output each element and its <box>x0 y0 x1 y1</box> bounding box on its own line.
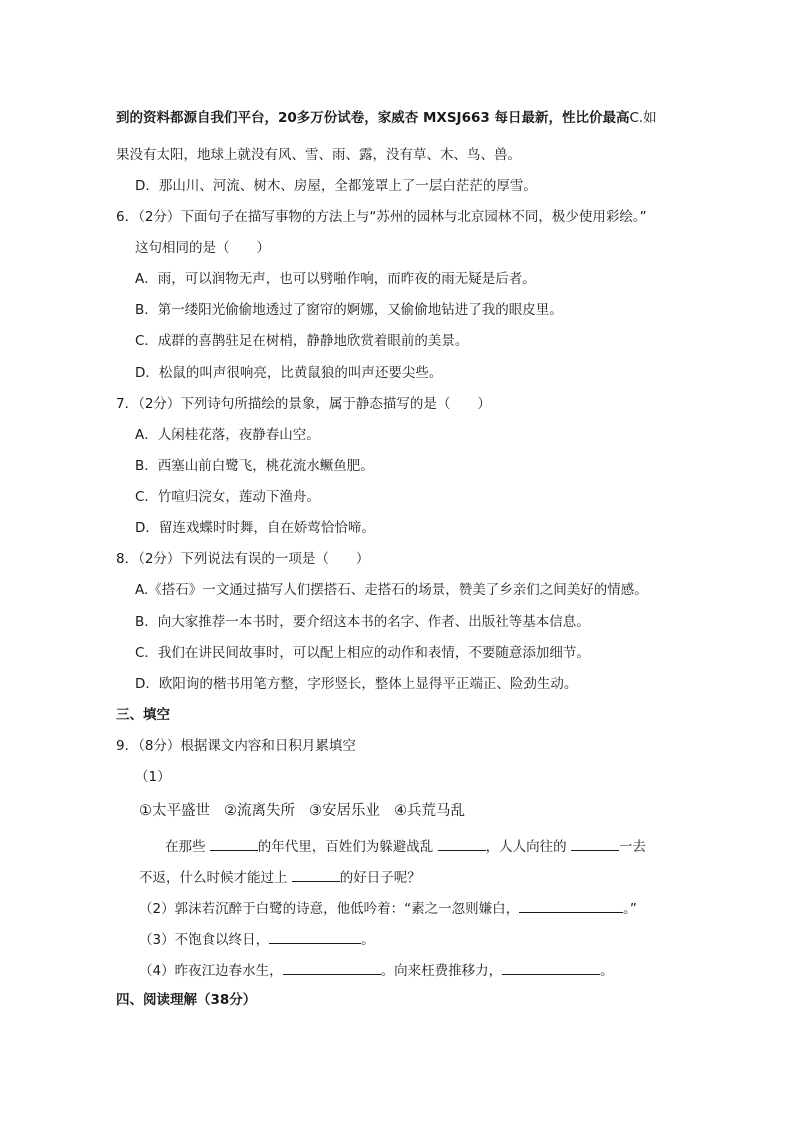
q9-option-2: ②流离失所 <box>224 803 295 819</box>
q9-stem: 9．（8分）根据课文内容和日积月累填空 <box>116 738 356 754</box>
q5-option-d: D．那山川、河流、树木、房屋，全都笼罩上了一层白茫茫的厚雪。 <box>135 178 537 194</box>
q9-sub3-end: 。 <box>361 932 375 948</box>
q8-option-b: B．向大家推荐一本书时，要介绍这本书的名字、作者、出版社等基本信息。 <box>135 614 590 630</box>
q9-sub4-blank-1[interactable] <box>283 960 381 975</box>
q5-option-c-cont: 果没有太阳，地球上就没有风、雪、雨、露，没有草、木、鸟、兽。 <box>116 147 521 163</box>
q9-paragraph-line-1 <box>165 836 646 854</box>
q6-option-b: B．第一缕阳光偷偷地透过了窗帘的婀娜，又偷偷地钻进了我的眼皮里。 <box>135 302 563 318</box>
q7-option-b: B．西塞山前白鹭飞，桃花流水鳜鱼肥。 <box>135 458 374 474</box>
q8-option-c: C．我们在讲民间故事时，可以配上相应的动作和表情，不要随意添加细节。 <box>135 645 590 661</box>
q9-sub4 <box>139 960 614 978</box>
q9-sub2-text: （2）郭沫若沉醉于白鹭的诗意，他低吟着：“素之一忽则嫌白， <box>139 901 520 917</box>
q9-p1-text-d: 一去 <box>618 839 646 855</box>
q9-option-3: ③安居乐业 <box>309 803 380 819</box>
q9-sub2 <box>139 898 637 916</box>
q9-word-options <box>139 802 479 820</box>
q9-option-1: ①太平盛世 <box>139 803 210 819</box>
q9-sub2-blank[interactable] <box>519 898 623 913</box>
header-ad-text: 到的资料都源自我们平台，20多万份试卷，家威杏 MXSJ663 每日最新，性比价最高 <box>116 110 630 126</box>
q9-blank-1[interactable] <box>210 836 258 851</box>
header-tail: C.如 <box>629 110 657 126</box>
q7-stem: 7．（2分）下列诗句所描绘的景象，属于静态描写的是（ ） <box>116 396 491 412</box>
q6-option-d: D．松鼠的叫声很响亮，比黄鼠狼的叫声还要尖些。 <box>135 365 443 381</box>
q9-sub1-label: （1） <box>135 769 171 785</box>
q7-option-a: A．人闲桂花落，夜静春山空。 <box>135 427 320 443</box>
q9-option-4: ④兵荒马乱 <box>394 803 465 819</box>
q7-option-d: D．留连戏蝶时时舞，自在娇莺恰恰啼。 <box>135 520 375 536</box>
q9-sub3-text: （3）不饱食以终日， <box>139 932 270 948</box>
q9-blank-3[interactable] <box>571 836 619 851</box>
q9-blank-2[interactable] <box>438 836 486 851</box>
q9-p2-text-b: 的好日子呢？ <box>339 870 421 886</box>
q9-sub4-end: 。 <box>600 963 614 979</box>
q6-option-c: C．成群的喜鹊驻足在树梢，静静地欣赏着眼前的美景。 <box>135 333 469 349</box>
q9-sub4-text-a: （4）昨夜江边春水生， <box>139 963 283 979</box>
q9-sub4-blank-2[interactable] <box>502 960 600 975</box>
q9-sub3-blank[interactable] <box>269 929 361 944</box>
q8-option-a: A.《搭石》一文通过描写人们摆搭石、走搭石的场景，赞美了乡亲们之间美好的情感。 <box>135 582 648 598</box>
q9-p1-text-a: 在那些 <box>165 839 206 855</box>
q9-p2-text-a: 不返，什么时候才能过上 <box>139 870 288 886</box>
q9-sub4-text-b: 。向来枉费推移力， <box>380 963 503 979</box>
q9-paragraph-line-2 <box>139 867 421 885</box>
header-line <box>116 109 657 127</box>
q9-p1-text-c: ，人人向往的 <box>485 839 567 855</box>
q9-sub2-end: 。” <box>623 901 637 917</box>
q6-option-a: A．雨，可以润物无声，也可以劈啪作响，而昨夜的雨无疑是后者。 <box>135 271 536 287</box>
q8-option-d: D．欧阳询的楷书用笔方整，字形竖长，整体上显得平正端正、险劲生动。 <box>135 676 578 692</box>
section-4-heading: 四、阅读理解（38分） <box>116 992 257 1008</box>
section-3-heading: 三、填空 <box>116 707 170 723</box>
q8-stem: 8．（2分）下列说法有误的一项是（ ） <box>116 551 370 567</box>
q9-sub3 <box>139 929 375 947</box>
q6-stem-cont: 这句相同的是（ ） <box>135 240 270 256</box>
q9-blank-4[interactable] <box>292 867 340 882</box>
q6-stem: 6．（2分）下面句子在描写事物的方法上与“苏州的园林与北京园林不同，极少使用彩绘。” <box>116 209 647 225</box>
q9-p1-text-b: 的年代里，百姓们为躲避战乱 <box>257 839 434 855</box>
q7-option-c: C．竹喧归浣女，莲动下渔舟。 <box>135 489 320 505</box>
